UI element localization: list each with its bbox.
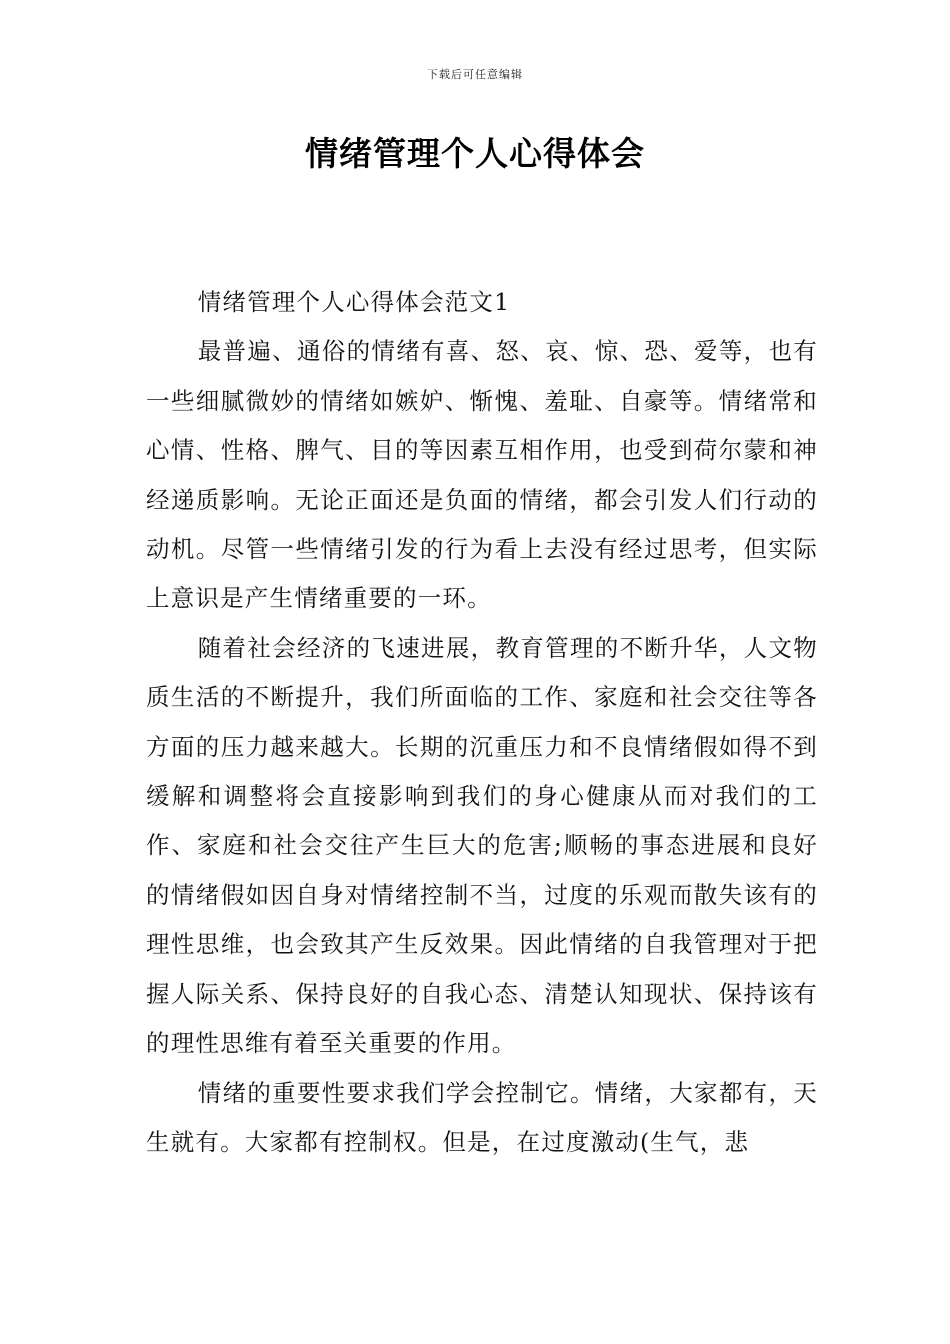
body-paragraph: 最普遍、通俗的情绪有喜、怒、哀、惊、恐、爱等，也有一些细腻微妙的情绪如嫉妒、惭愧、羞耻、自豪等。情绪常和心情、性格、脾气、目的等因素互相作用，也受到荷尔蒙和神经递质影响。无论正面还是负面的情绪，都会引发人们行动的动机。尽管一些情绪引发的行为看上去没有经过思考，但实际上意识是产生情绪重要的一环。 xyxy=(146,337,818,613)
document-body xyxy=(146,278,818,1167)
body-paragraph: 随着社会经济的飞速进展，教育管理的不断升华，人文物质生活的不断提升，我们所面临的工作、家庭和社会交往等各方面的压力越来越大。长期的沉重压力和不良情绪假如得不到缓解和调整将会直接影响到我们的身心健康从而对我们的工作、家庭和社会交往产生巨大的危害;顺畅的事态进展和良好的情绪假如因自身对情绪控制不当，过度的乐观而散失该有的理性思维，也会致其产生反效果。因此情绪的自我管理对于把握人际关系、保持良好的自我心态、清楚认知现状、保持该有的理性思维有着至关重要的作用。 xyxy=(146,633,818,1058)
document-title: 情绪管理个人心得体会 xyxy=(305,134,645,173)
section-heading: 情绪管理个人心得体会范文1 xyxy=(197,288,511,316)
body-paragraph: 情绪的重要性要求我们学会控制它。情绪，大家都有，天生就有。大家都有控制权。但是，在过度激动(生气，悲 xyxy=(146,1078,818,1156)
header-note: 下载后可任意编辑 xyxy=(427,68,523,81)
